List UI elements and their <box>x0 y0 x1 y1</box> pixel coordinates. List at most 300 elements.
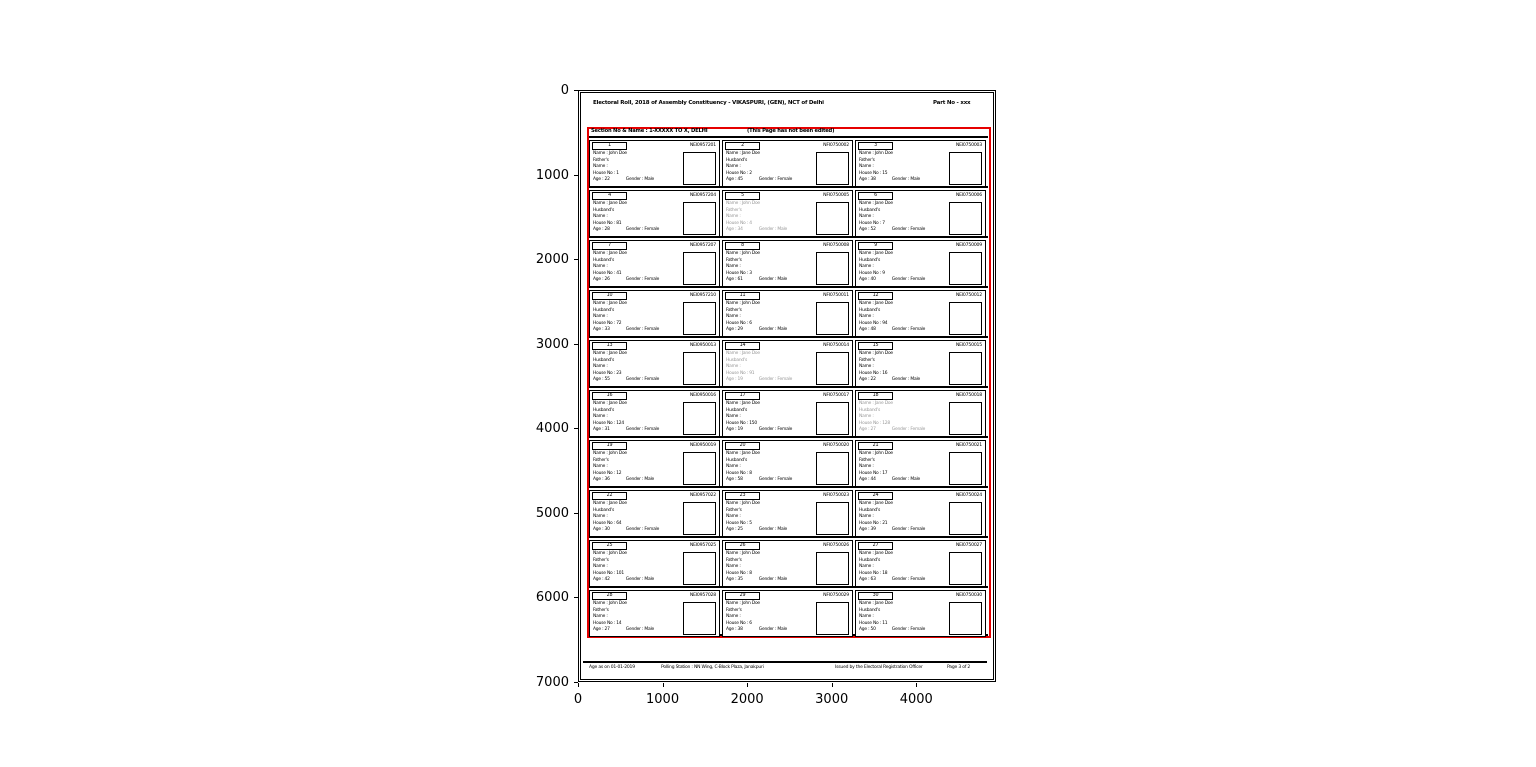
voter-card <box>589 190 720 237</box>
relation-label: Father's <box>593 157 609 163</box>
x-tick-label: 4000 <box>899 692 933 707</box>
epic-number: NEI0750012 <box>955 292 982 298</box>
serial-number-box: 12 <box>858 292 893 300</box>
card-row <box>589 436 988 486</box>
serial-number-box: 17 <box>725 392 760 400</box>
voter-card <box>722 340 853 387</box>
age-gender: Age : 22 Gender : Male <box>593 177 655 183</box>
relation-name-label: Name : <box>726 564 741 570</box>
voter-card <box>722 540 853 587</box>
voter-details <box>859 451 949 484</box>
photo-placeholder-box <box>683 252 716 285</box>
voter-name: Name : Jane Doe <box>593 401 627 406</box>
voter-details <box>593 501 683 534</box>
relation-label: Husband's <box>859 607 881 613</box>
relation-name-label: Name : <box>593 364 608 370</box>
serial-number-box: 26 <box>725 542 760 550</box>
y-tick-label: 3000 <box>535 336 569 352</box>
serial-number-box: 19 <box>592 442 627 450</box>
serial-number-box: 1 <box>592 142 627 150</box>
age-gender: Age : 25 Gender : Male <box>726 527 788 533</box>
relation-label: Husband's <box>726 157 748 163</box>
house-number: House No : 8 <box>726 470 752 476</box>
plot-area-document-page <box>578 90 996 682</box>
photo-placeholder-box <box>683 452 716 485</box>
relation-name-label: Name : <box>859 564 874 570</box>
epic-number: NEI0950013 <box>689 342 716 348</box>
serial-number-box: 18 <box>858 392 893 400</box>
voter-name: Name : John Doe <box>593 151 627 156</box>
serial-number-box: 8 <box>725 242 760 250</box>
age-gender: Age : 45 Gender : Female <box>726 177 793 183</box>
relation-name-label: Name : <box>859 314 874 320</box>
age-gender: Age : 42 Gender : Male <box>593 577 655 583</box>
photo-placeholder-box <box>949 252 982 285</box>
x-tick-label: 2000 <box>730 692 764 707</box>
card-row <box>589 386 988 436</box>
x-tick-label: 1000 <box>646 692 680 707</box>
voter-card <box>722 240 853 287</box>
voter-name: Name : Jane Doe <box>859 301 893 306</box>
house-number: House No : 5 <box>726 520 752 526</box>
x-tick-mark <box>747 683 748 687</box>
voter-details <box>726 401 816 434</box>
voter-name: Name : Jane Doe <box>859 501 893 506</box>
relation-name-label: Name : <box>726 264 741 270</box>
y-tick-label: 1000 <box>535 167 569 183</box>
photo-placeholder-box <box>816 352 849 385</box>
voter-card <box>589 140 720 187</box>
age-gender: Age : 35 Gender : Male <box>726 577 788 583</box>
voter-name: Name : John Doe <box>726 201 760 206</box>
relation-label: Husband's <box>859 307 881 313</box>
relation-label: Father's <box>859 157 875 163</box>
serial-number-box: 22 <box>592 492 627 500</box>
house-number: House No : 91 <box>726 370 755 376</box>
relation-label: Husband's <box>859 557 881 563</box>
serial-number-box: 21 <box>858 442 893 450</box>
epic-number: NFI0750008 <box>823 242 849 248</box>
age-gender: Age : 50 Gender : Female <box>859 627 926 633</box>
age-gender: Age : 61 Gender : Male <box>726 277 788 283</box>
epic-number: NEI0957207 <box>689 242 716 248</box>
relation-name-label: Name : <box>859 464 874 470</box>
relation-name-label: Name : <box>726 314 741 320</box>
photo-placeholder-box <box>683 202 716 235</box>
age-gender: Age : 40 Gender : Female <box>859 277 926 283</box>
voter-name: Name : Jane Doe <box>859 401 893 406</box>
relation-label: Father's <box>726 307 742 313</box>
photo-placeholder-box <box>683 502 716 535</box>
serial-number-box: 2 <box>725 142 760 150</box>
serial-number-box: 4 <box>592 192 627 200</box>
epic-number: NEI0950016 <box>689 392 716 398</box>
house-number: House No : 11 <box>859 620 888 626</box>
voter-details <box>726 351 816 384</box>
age-gender: Age : 36 Gender : Male <box>593 477 655 483</box>
y-tick-label: 4000 <box>535 421 569 437</box>
epic-number: NEI0957204 <box>689 192 716 198</box>
age-gender: Age : 28 Gender : Female <box>593 227 660 233</box>
part-number: Part No - xxx <box>933 100 971 106</box>
house-number: House No : 150 <box>726 420 757 426</box>
relation-label: Father's <box>593 607 609 613</box>
epic-number: NFI0750023 <box>823 492 849 498</box>
section-header: Section No & Name : 1-XXXXX TO X, DELHI <box>591 128 708 134</box>
age-gender: Age : 44 Gender : Male <box>859 477 921 483</box>
photo-placeholder-box <box>949 602 982 635</box>
voter-details <box>726 551 816 584</box>
voter-name: Name : Jane Doe <box>726 401 760 406</box>
voter-details <box>859 501 949 534</box>
house-number: House No : 6 <box>726 620 752 626</box>
voter-name: Name : Jane Doe <box>859 251 893 256</box>
relation-name-label: Name : <box>726 614 741 620</box>
serial-number-box: 25 <box>592 542 627 550</box>
voter-details <box>593 251 683 284</box>
relation-label: Husband's <box>593 207 615 213</box>
relation-label: Husband's <box>726 357 748 363</box>
house-number: House No : 72 <box>593 320 622 326</box>
voter-details <box>593 301 683 334</box>
house-number: House No : 17 <box>859 470 888 476</box>
relation-label: Husband's <box>593 307 615 313</box>
y-tick-label: 6000 <box>535 590 569 606</box>
relation-label: Husband's <box>593 507 615 513</box>
age-gender: Age : 19 Gender : Female <box>726 377 793 383</box>
serial-number-box: 29 <box>725 592 760 600</box>
age-gender: Age : 58 Gender : Female <box>726 477 793 483</box>
voter-card <box>722 190 853 237</box>
x-tick-mark <box>663 683 664 687</box>
voter-card <box>855 240 986 287</box>
house-number: House No : 23 <box>593 370 622 376</box>
relation-label: Husband's <box>726 407 748 413</box>
epic-number: NFI0750026 <box>823 542 849 548</box>
voter-card <box>855 490 986 537</box>
photo-placeholder-box <box>683 602 716 635</box>
photo-placeholder-box <box>816 302 849 335</box>
photo-placeholder-box <box>816 502 849 535</box>
relation-label: Husband's <box>859 507 881 513</box>
photo-placeholder-box <box>816 252 849 285</box>
relation-name-label: Name : <box>859 414 874 420</box>
house-number: House No : 12 <box>593 470 622 476</box>
age-gender: Age : 52 Gender : Female <box>859 227 926 233</box>
house-number: House No : 4 <box>726 220 752 226</box>
house-number: House No : 41 <box>593 270 622 276</box>
voter-details <box>859 351 949 384</box>
house-number: House No : 64 <box>593 520 622 526</box>
serial-number-box: 10 <box>592 292 627 300</box>
photo-placeholder-box <box>683 152 716 185</box>
serial-number-box: 3 <box>858 142 893 150</box>
relation-name-label: Name : <box>726 514 741 520</box>
house-number: House No : 101 <box>593 570 624 576</box>
photo-placeholder-box <box>816 202 849 235</box>
house-number: House No : 94 <box>859 320 888 326</box>
epic-number: NFI0750020 <box>823 442 849 448</box>
age-gender: Age : 63 Gender : Female <box>859 577 926 583</box>
relation-name-label: Name : <box>593 214 608 220</box>
relation-name-label: Name : <box>859 364 874 370</box>
voter-name: Name : Jane Doe <box>593 201 627 206</box>
voter-details <box>726 451 816 484</box>
age-gender: Age : 27 Gender : Female <box>859 427 926 433</box>
voter-details <box>726 301 816 334</box>
epic-number: NEI0957210 <box>689 292 716 298</box>
relation-label: Father's <box>593 557 609 563</box>
voter-details <box>593 551 683 584</box>
voter-card <box>589 590 720 637</box>
photo-placeholder-box <box>683 552 716 585</box>
age-gender: Age : 38 Gender : Male <box>859 177 921 183</box>
footer-page-info: Page 3 of 2 <box>947 665 971 670</box>
relation-name-label: Name : <box>726 414 741 420</box>
voter-name: Name : Jane Doe <box>593 301 627 306</box>
voter-card <box>589 340 720 387</box>
age-gender: Age : 39 Gender : Female <box>859 527 926 533</box>
voter-name: Name : Jane Doe <box>593 501 627 506</box>
voter-card <box>722 140 853 187</box>
house-number: House No : 1 <box>593 170 619 176</box>
photo-placeholder-box <box>816 602 849 635</box>
age-gender: Age : 27 Gender : Male <box>593 627 655 633</box>
relation-name-label: Name : <box>859 214 874 220</box>
house-number: House No : 2 <box>726 170 752 176</box>
photo-placeholder-box <box>949 202 982 235</box>
relation-label: Husband's <box>593 257 615 263</box>
voter-card <box>855 340 986 387</box>
footer-issued-by: Issued by the Electoral Registration Officer <box>835 665 923 670</box>
serial-number-box: 27 <box>858 542 893 550</box>
card-row <box>589 236 988 286</box>
voter-card <box>589 490 720 537</box>
serial-number-box: 23 <box>725 492 760 500</box>
relation-label: Father's <box>726 257 742 263</box>
house-number: House No : 81 <box>593 220 622 226</box>
relation-name-label: Name : <box>726 464 741 470</box>
relation-name-label: Name : <box>593 314 608 320</box>
relation-name-label: Name : <box>859 164 874 170</box>
voter-card <box>855 540 986 587</box>
serial-number-box: 14 <box>725 342 760 350</box>
y-tick-label: 5000 <box>535 505 569 521</box>
voter-card <box>855 290 986 337</box>
footer-polling-station: Polling Station : NN Wing, C-Block Plaza, Janakpuri <box>661 665 764 670</box>
relation-label: Husband's <box>593 357 615 363</box>
document-title: Electoral Roll, 2018 of Assembly Constituency - VIKASPURI, (GEN), NCT of Delhi <box>593 100 824 106</box>
voter-details <box>593 201 683 234</box>
photo-placeholder-box <box>949 502 982 535</box>
epic-number: NFI0750029 <box>823 592 849 598</box>
photo-placeholder-box <box>683 302 716 335</box>
footer-age-note: Age as on 01-01-2019 <box>589 665 635 670</box>
age-gender: Age : 30 Gender : Female <box>593 527 660 533</box>
voter-card <box>722 290 853 337</box>
relation-name-label: Name : <box>593 564 608 570</box>
voter-details <box>726 251 816 284</box>
voter-details <box>859 151 949 184</box>
epic-number: NFI0750002 <box>823 142 849 148</box>
voter-name: Name : Jane Doe <box>859 201 893 206</box>
voter-card-grid <box>589 136 988 638</box>
voter-card <box>589 540 720 587</box>
age-gender: Age : 38 Gender : Male <box>726 627 788 633</box>
age-gender: Age : 29 Gender : Male <box>726 327 788 333</box>
serial-number-box: 30 <box>858 592 893 600</box>
voter-name: Name : Jane Doe <box>726 451 760 456</box>
voter-details <box>859 301 949 334</box>
footer-divider <box>583 661 987 663</box>
house-number: House No : 128 <box>859 420 890 426</box>
relation-label: Father's <box>593 457 609 463</box>
voter-name: Name : Jane Doe <box>593 351 627 356</box>
voter-details <box>593 451 683 484</box>
voter-details <box>859 401 949 434</box>
relation-label: Father's <box>726 507 742 513</box>
voter-name: Name : John Doe <box>859 451 893 456</box>
epic-number: NFI0750017 <box>823 392 849 398</box>
house-number: House No : 18 <box>859 570 888 576</box>
relation-name-label: Name : <box>859 264 874 270</box>
house-number: House No : 15 <box>859 170 888 176</box>
epic-number: NEI0750021 <box>955 442 982 448</box>
photo-placeholder-box <box>683 352 716 385</box>
voter-details <box>859 551 949 584</box>
house-number: House No : 16 <box>859 370 888 376</box>
relation-label: Husband's <box>859 207 881 213</box>
relation-label: Father's <box>859 457 875 463</box>
photo-placeholder-box <box>816 152 849 185</box>
voter-details <box>726 151 816 184</box>
epic-number: NEI0750027 <box>955 542 982 548</box>
voter-card <box>855 190 986 237</box>
photo-placeholder-box <box>949 152 982 185</box>
voter-name: Name : John Doe <box>593 601 627 606</box>
epic-number: NEI0750009 <box>955 242 982 248</box>
house-number: House No : 21 <box>859 520 888 526</box>
y-tick-label: 2000 <box>535 252 569 268</box>
serial-number-box: 5 <box>725 192 760 200</box>
epic-number: NFI0750005 <box>823 192 849 198</box>
age-gender: Age : 31 Gender : Female <box>593 427 660 433</box>
x-tick-label: 3000 <box>815 692 849 707</box>
age-gender: Age : 55 Gender : Female <box>593 377 660 383</box>
voter-name: Name : John Doe <box>859 151 893 156</box>
voter-card <box>855 390 986 437</box>
photo-placeholder-box <box>816 402 849 435</box>
edited-note: (This Page has not been edited) <box>747 128 835 134</box>
y-tick-label: 7000 <box>535 674 569 690</box>
photo-placeholder-box <box>949 402 982 435</box>
epic-number: NEI0750030 <box>955 592 982 598</box>
house-number: House No : 8 <box>726 570 752 576</box>
age-gender: Age : 22 Gender : Male <box>859 377 921 383</box>
relation-name-label: Name : <box>859 514 874 520</box>
epic-number: NEI0750015 <box>955 342 982 348</box>
relation-label: Father's <box>726 557 742 563</box>
epic-number: NFI0750014 <box>823 342 849 348</box>
card-row <box>589 536 988 586</box>
relation-name-label: Name : <box>593 614 608 620</box>
voter-name: Name : John Doe <box>726 501 760 506</box>
voter-name: Name : John Doe <box>593 551 627 556</box>
voter-name: Name : John Doe <box>726 551 760 556</box>
photo-placeholder-box <box>949 552 982 585</box>
voter-name: Name : Jane Doe <box>726 151 760 156</box>
photo-placeholder-box <box>949 452 982 485</box>
voter-name: Name : Jane Doe <box>593 251 627 256</box>
photo-placeholder-box <box>949 352 982 385</box>
photo-placeholder-box <box>816 552 849 585</box>
x-tick-mark <box>916 683 917 687</box>
epic-number: NEI0957028 <box>689 592 716 598</box>
age-gender: Age : 48 Gender : Female <box>859 327 926 333</box>
serial-number-box: 15 <box>858 342 893 350</box>
epic-number: NEI0957025 <box>689 542 716 548</box>
relation-name-label: Name : <box>593 514 608 520</box>
voter-details <box>593 351 683 384</box>
relation-name-label: Name : <box>726 164 741 170</box>
photo-placeholder-box <box>949 302 982 335</box>
house-number: House No : 3 <box>726 270 752 276</box>
house-number: House No : 9 <box>859 270 885 276</box>
voter-card <box>722 390 853 437</box>
house-number: House No : 7 <box>859 220 885 226</box>
card-row <box>589 486 988 536</box>
serial-number-box: 24 <box>858 492 893 500</box>
voter-card <box>855 440 986 487</box>
photo-placeholder-box <box>683 402 716 435</box>
voter-details <box>859 601 949 634</box>
voter-card <box>589 290 720 337</box>
serial-number-box: 16 <box>592 392 627 400</box>
serial-number-box: 20 <box>725 442 760 450</box>
voter-name: Name : Jane Doe <box>726 351 760 356</box>
voter-details <box>593 151 683 184</box>
relation-label: Husband's <box>859 257 881 263</box>
card-row <box>589 586 988 636</box>
house-number: House No : 124 <box>593 420 624 426</box>
relation-label: Father's <box>859 357 875 363</box>
x-tick-mark <box>578 683 579 687</box>
voter-card <box>722 590 853 637</box>
relation-label: Husband's <box>859 407 881 413</box>
serial-number-box: 11 <box>725 292 760 300</box>
relation-label: Husband's <box>593 407 615 413</box>
relation-name-label: Name : <box>859 614 874 620</box>
serial-number-box: 13 <box>592 342 627 350</box>
voter-card <box>589 440 720 487</box>
voter-name: Name : John Doe <box>859 351 893 356</box>
epic-number: NEI0750018 <box>955 392 982 398</box>
voter-name: Name : John Doe <box>726 601 760 606</box>
epic-number: NEI0750006 <box>955 192 982 198</box>
age-gender: Age : 19 Gender : Female <box>726 427 793 433</box>
voter-name: Name : John Doe <box>593 451 627 456</box>
voter-name: Name : John Doe <box>726 301 760 306</box>
relation-name-label: Name : <box>726 364 741 370</box>
epic-number: NEI0750003 <box>955 142 982 148</box>
house-number: House No : 14 <box>593 620 622 626</box>
voter-name: Name : John Doe <box>726 251 760 256</box>
epic-number: NFI0750011 <box>823 292 849 298</box>
voter-name: Name : Jane Doe <box>859 551 893 556</box>
photo-placeholder-box <box>816 452 849 485</box>
relation-name-label: Name : <box>726 214 741 220</box>
card-row <box>589 186 988 236</box>
